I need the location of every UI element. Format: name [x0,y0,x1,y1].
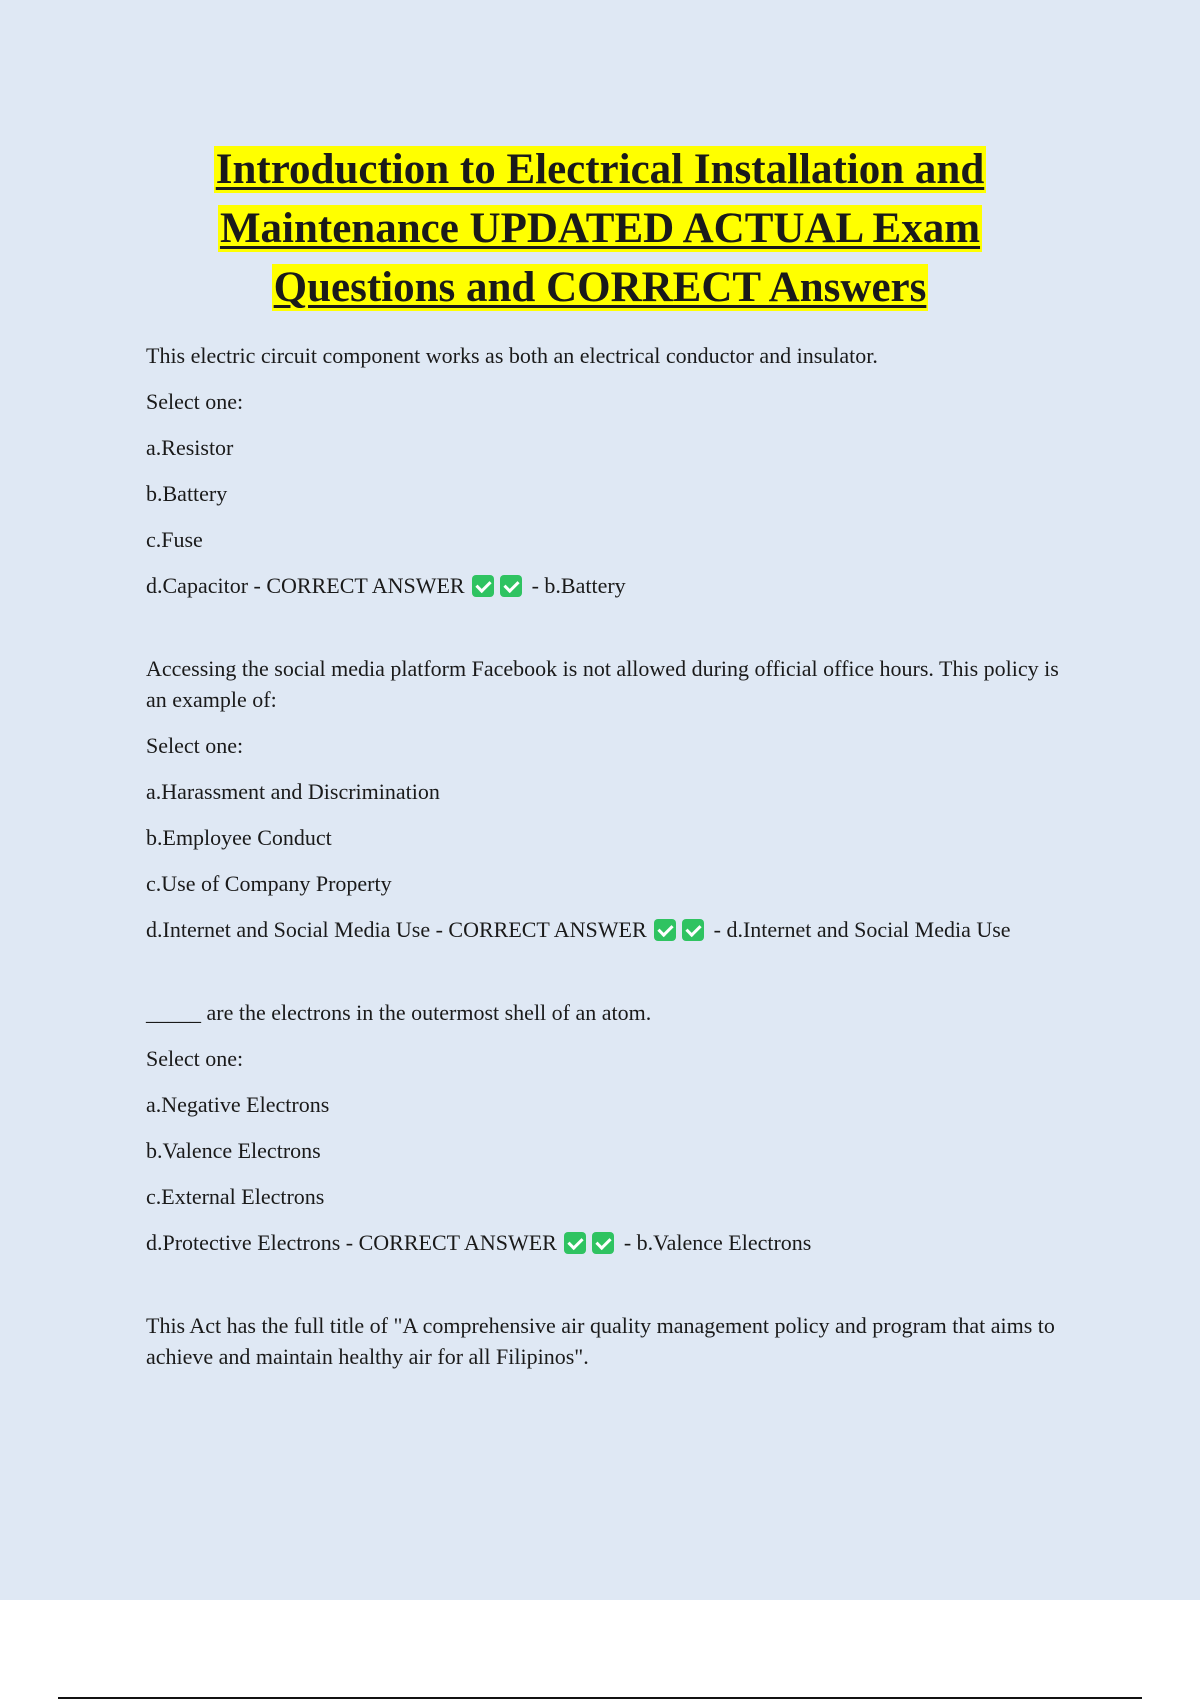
question-2 [146,653,1076,945]
option-b: b.Valence Electrons [146,1138,321,1163]
question-prompt: This Act has the full title of "A comprehensive air quality management policy and program that aims to achieve and maintain healthy air for all Filipinos". [146,1313,1055,1369]
correct-answer-value: - b.Valence Electrons [623,1230,812,1255]
question-prompt: This electric circuit component works as both an electrical conductor and insulator. [146,343,878,368]
option-a: a.Resistor [146,435,234,460]
option-b: b.Battery [146,481,228,506]
correct-answer-value: - d.Internet and Social Media Use [713,917,1011,942]
option-a: a.Harassment and Discrimination [146,779,440,804]
check-mark-button-icon [592,1232,614,1254]
title-line-3 [272,262,929,314]
footer-divider [58,1697,1142,1699]
correct-answer-label: - CORRECT ANSWER [340,1230,557,1255]
option-c: c.External Electrons [146,1184,325,1209]
correct-answer-label: - CORRECT ANSWER [430,917,647,942]
check-mark-button-icon [472,575,494,597]
correct-answer-label: - CORRECT ANSWER [248,573,465,598]
question-4 [146,1310,1076,1372]
title-line-3-text: Questions and CORRECT Answers [273,264,927,311]
option-d: d.Internet and Social Media Use [146,917,431,942]
question-3 [146,997,1076,1258]
title-line-1 [214,144,986,196]
option-a: a.Negative Electrons [146,1092,330,1117]
option-d-with-answer [146,570,1076,601]
option-d: d.Capacitor [146,573,249,598]
question-prompt: _____ are the electrons in the outermost shell of an atom. [146,1000,652,1025]
option-c: c.Use of Company Property [146,871,392,896]
check-mark-button-icon [500,575,522,597]
title-line-2-text: Maintenance UPDATED ACTUAL Exam [219,205,981,252]
document-title [0,144,1200,321]
question-prompt: Accessing the social media platform Facebook is not allowed during official office hours. This policy is an example of: [146,656,1059,712]
select-one-label: Select one: [146,1046,244,1071]
correct-answer-value: - b.Battery [531,573,626,598]
question-1 [146,340,1076,601]
select-one-label: Select one: [146,733,244,758]
title-line-2 [218,203,982,255]
title-line-1-text: Introduction to Electrical Installation and [215,146,985,193]
check-mark-button-icon [682,919,704,941]
check-mark-button-icon [654,919,676,941]
option-d: d.Protective Electrons [146,1230,341,1255]
option-d-with-answer [146,1227,1076,1258]
option-d-with-answer [146,914,1076,945]
option-b: b.Employee Conduct [146,825,332,850]
option-c: c.Fuse [146,527,203,552]
check-mark-button-icon [564,1232,586,1254]
questions-section [146,340,1076,1412]
select-one-label: Select one: [146,389,244,414]
